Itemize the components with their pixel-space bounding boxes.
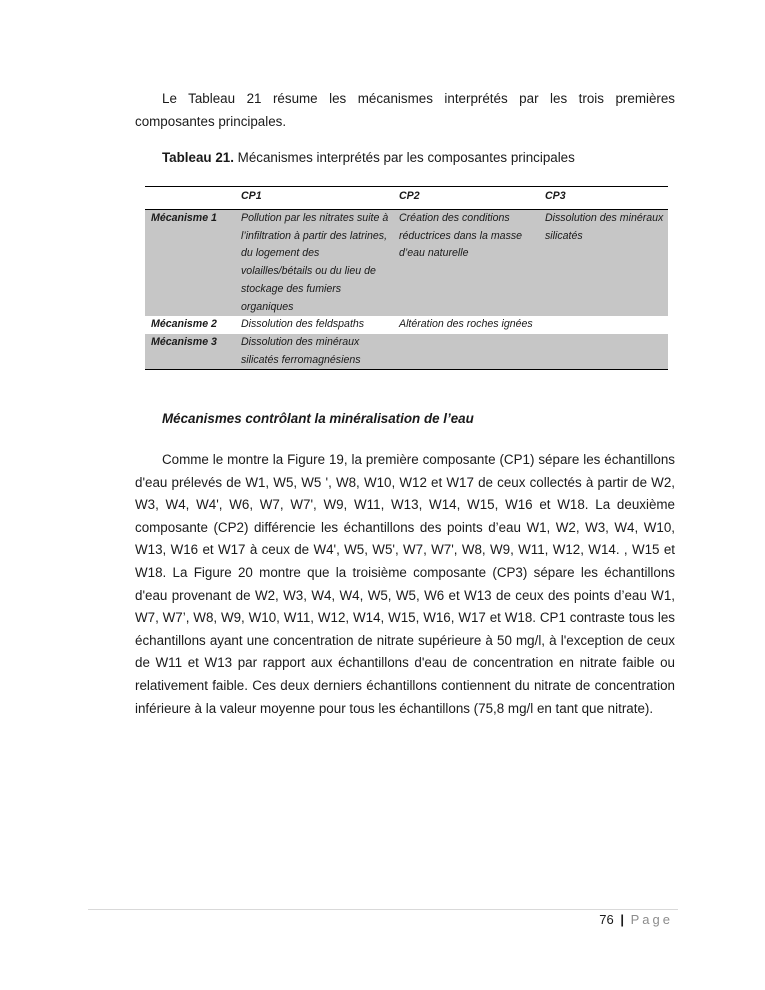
body-paragraph: Comme le montre la Figure 19, la première composante (CP1) sépare les échantillons d'eau prélevés de W1, W5, W5 ', W8, W10, W12 et W17 de ceux collectés à partir de W2, W3, W4, W4', W6, W7, W7', W9, W11, W13, W14, W15, W16 et W18. La deuxième composante (CP2) différencie les échantillons des points d’eau W1, W2, W3, W4, W10, W13, W16 et W17 à ceux de W4', W5, W5', W7, W7', W8, W9, W11, W12, W14. , W15 et W18. La Figure 20 montre que la troisième composante (CP3) sépare les échantillons d'eau provenant de W2, W3, W4, W4, W5, W5, W6 et W13 de ceux des points d’eau W1, W7, W7’, W8, W9, W10, W11, W12, W14, W15, W16, W17 et W18. CP1 contraste tous les échantillons ayant une concentration de nitrate supérieure à 50 mg/l, à l'exception de ceux de W11 et W13 par rapport aux échantillons d'eau de concentration en nitrate faible ou relativement faible. Ces deux derniers échantillons contiennent du nitrate de concentration inférieure à la valeur moyenne pour tous les échantillons (75,8 mg/l en tant que nitrate). (135, 452, 675, 716)
footer-divider (88, 909, 678, 910)
table-header-cell: CP3 (545, 190, 566, 202)
table-header-cell: CP2 (399, 190, 420, 202)
table-row-header: Mécanisme 1 (145, 210, 235, 317)
table-cell: Dissolution des minéraux silicatés ferromagnésiens (235, 334, 393, 370)
table-cell: Pollution par les nitrates suite à l’infiltration à partir des latrines, du logement des volailles/bétails ou du lieu de stockage des fumiers organiques (235, 210, 393, 317)
table-caption-number: Tableau 21. (162, 150, 234, 165)
table-caption (162, 150, 575, 165)
intro-paragraph: Le Tableau 21 résume les mécanismes interprétés par les trois premières composantes principales. (135, 91, 675, 129)
table-header-cell: CP1 (241, 190, 262, 202)
table-row (145, 210, 668, 317)
table-row (145, 334, 668, 370)
table-cell: Dissolution des minéraux silicatés (539, 210, 668, 317)
table-cell (539, 316, 668, 334)
table-header-cell (145, 187, 235, 210)
table-cell (539, 334, 668, 370)
mechanisms-table (145, 186, 668, 370)
table-row-header: Mécanisme 3 (145, 334, 235, 370)
section-subheading: Mécanismes contrôlant la minéralisation de l’eau (162, 411, 474, 426)
table-caption-text: Mécanismes interprétés par les composantes principales (233, 150, 575, 165)
table-cell (393, 334, 539, 370)
page-footer (599, 912, 673, 927)
page-number: 76 (599, 912, 614, 927)
table-header-row (145, 187, 668, 210)
page-label: Page (630, 912, 673, 927)
table-cell: Altération des roches ignées (399, 318, 533, 331)
footer-separator: | (620, 912, 624, 927)
table-row-header: Mécanisme 2 (151, 318, 217, 331)
table-row (145, 316, 668, 334)
table-cell: Création des conditions réductrices dans la masse d’eau naturelle (393, 210, 539, 317)
table-cell: Dissolution des feldspaths (241, 318, 365, 331)
